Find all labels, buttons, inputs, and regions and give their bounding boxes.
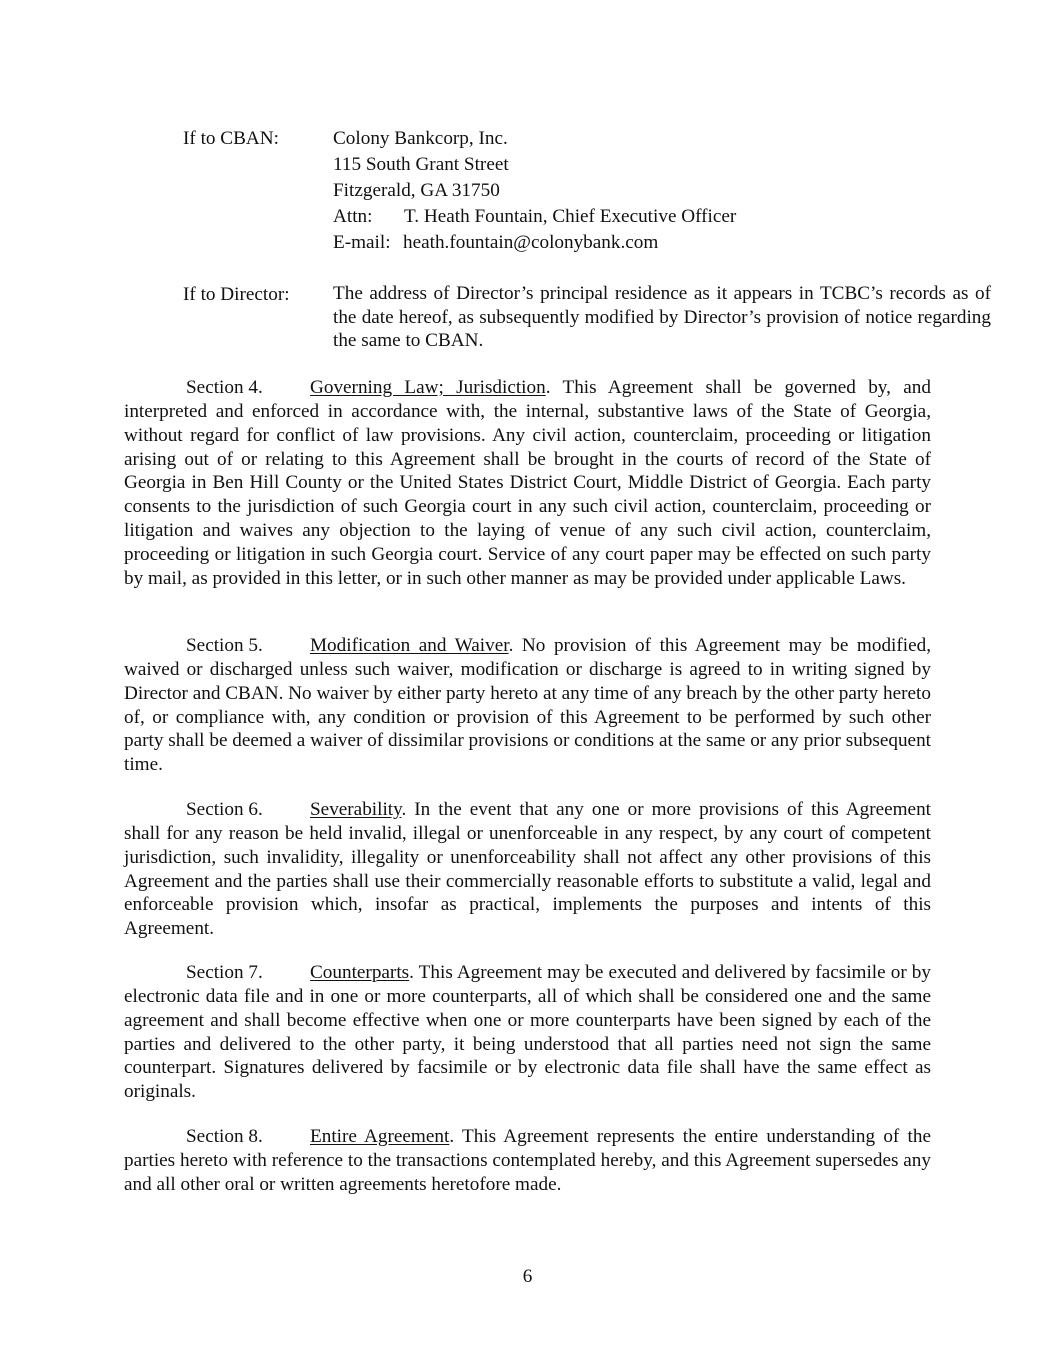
cban-email-label: E-mail: [333, 232, 391, 253]
section-8 [124, 1125, 931, 1197]
cban-attn-label: Attn: [333, 206, 373, 227]
notice-director-address [333, 282, 991, 353]
section-7-title: Counterparts [310, 962, 410, 983]
section-7 [124, 961, 931, 1104]
cban-attn-value: T. Heath Fountain, Chief Executive Officer [404, 206, 737, 227]
section-5 [124, 634, 931, 777]
section-6-body: . In the event that any one or more provisions of this Agreement shall for any reason be held invalid, illegal or unenforceable in any respect, by any court of competent jurisdiction, such invalidity, illegality or unenforceability shall not affect any other provisions of this Agreement and the parties shall use their commercially reasonable efforts to substitute a valid, legal and enforceable provision which, insofar as practical, implements the purposes and intents of this Agreement. [124, 799, 931, 940]
director-address-text: The address of Director’s principal residence as it appears in TCBC’s records as of the date hereof, as subsequently modified by Director’s provision of notice regarding the same to CBAN. [333, 283, 991, 352]
section-4 [124, 376, 931, 591]
notice-cban-label: If to CBAN: [183, 128, 279, 149]
section-8-title: Entire Agreement [310, 1126, 450, 1147]
section-8-body: . This Agreement represents the entire understanding of the parties hereto with reference to the transactions contemplated hereby, and this Agreement supersedes any and all other oral or written agreements heretofore made. [124, 1126, 932, 1195]
cban-email-value: heath.fountain@colonybank.com [403, 232, 659, 253]
section-5-title: Modification and Waiver [310, 635, 509, 656]
section-5-number: Section 5. [186, 635, 263, 656]
section-5-body: . No provision of this Agreement may be modified, waived or discharged unless such waiver, modification or discharge is agreed to in writing signed by Director and CBAN. No waiver by either party hereto at any time of any breach by the other party hereto of, or compliance with, any condition or provision of this Agreement to be performed by such other party shall be deemed a waiver of dissimilar provisions or conditions at the same or any prior subsequent time. [124, 635, 931, 776]
section-6-title: Severability [310, 799, 402, 820]
section-4-title: Governing Law; Jurisdiction [310, 377, 546, 398]
cban-attn [333, 204, 736, 230]
cban-name: Colony Bankcorp, Inc. [333, 128, 508, 149]
section-6-number: Section 6. [186, 799, 263, 820]
notice-cban-address [333, 126, 736, 256]
cban-city: Fitzgerald, GA 31750 [333, 180, 500, 201]
section-4-number: Section 4. [186, 377, 263, 398]
cban-street: 115 South Grant Street [333, 154, 509, 175]
section-4-body: . This Agreement shall be governed by, and interpreted and enforced in accordance with, the internal, substantive laws of the State of Georgia, without regard for conflict of law provisions. Any civil action, counterclaim, proceeding or litigation arising out of or relating to this Agreement shall be brought in the courts of record of the State of Georgia in Ben Hill County or the United States District Court, Middle District of Georgia. Each party consents to the jurisdiction of such Georgia court in any such civil action, counterclaim, proceeding or litigation and waives any objection to the laying of venue of any such civil action, counterclaim, proceeding or litigation in such Georgia court. Service of any court paper may be effected on such party by mail, as provided in this letter, or in such other manner as may be provided under applicable Laws. [124, 377, 931, 589]
page-number: 6 [522, 1266, 533, 1287]
section-8-number: Section 8. [186, 1126, 263, 1147]
section-6 [124, 798, 931, 941]
section-7-number: Section 7. [186, 962, 263, 983]
cban-email [333, 230, 736, 256]
section-7-body: . This Agreement may be executed and delivered by facsimile or by electronic data file and in one or more counterparts, all of which shall be considered one and the same agreement and shall become effective when one or more counterparts have been signed by each of the parties and delivered to the other party, it being understood that all parties need not sign the same counterpart. Signatures delivered by facsimile or by electronic data file shall have the same effect as originals. [124, 962, 931, 1103]
notice-director-label: If to Director: [183, 284, 290, 305]
